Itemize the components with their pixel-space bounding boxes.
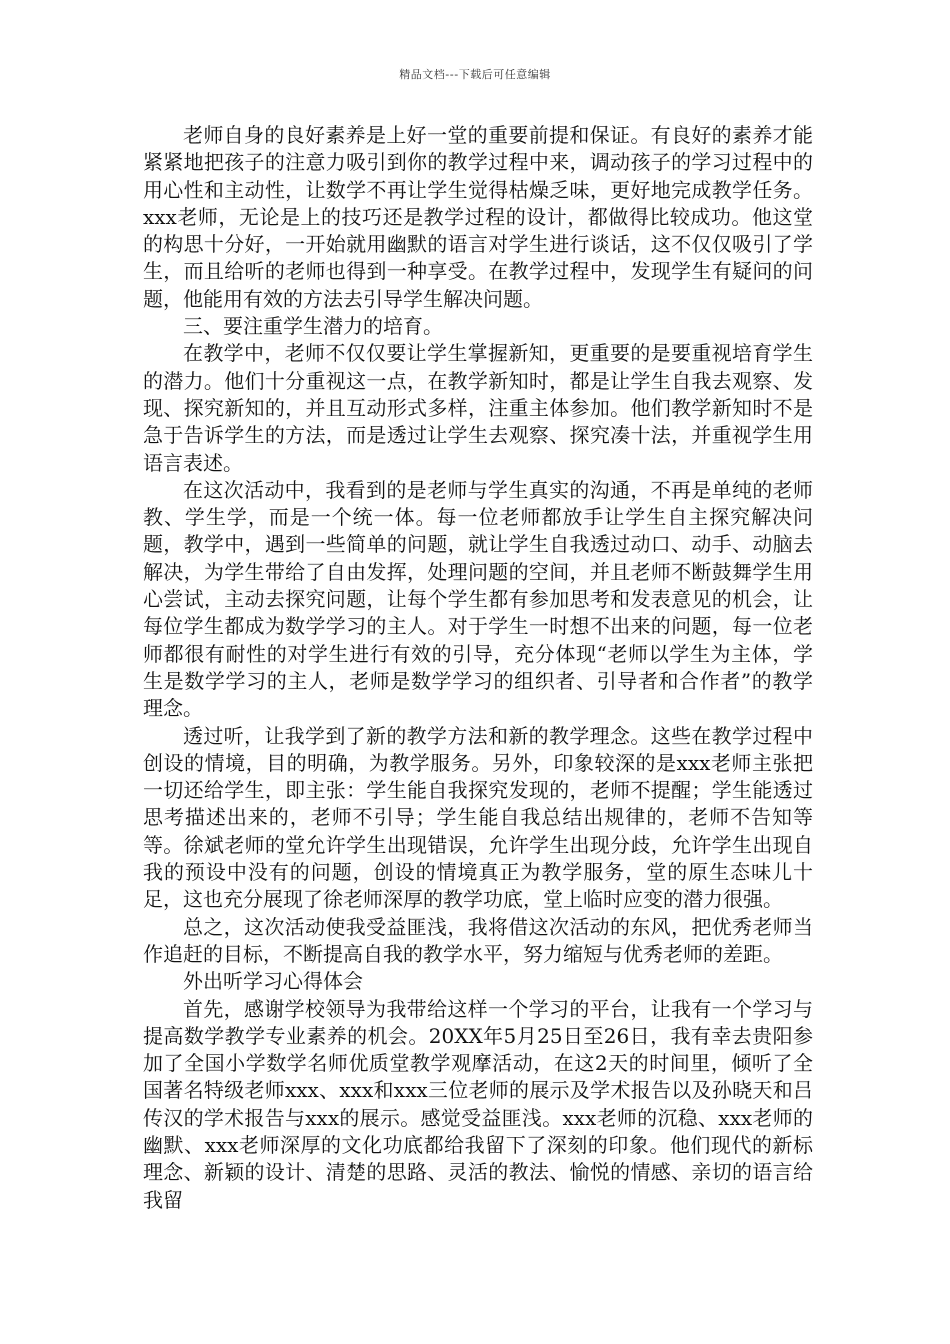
section-heading-ability: 三、要注重学生潜力的培育。: [183, 314, 443, 339]
page-header: 精品文档---下载后可任意编辑: [399, 68, 551, 81]
section-title-reflection: 外出听学习心得体会: [183, 969, 363, 994]
paragraph-conclusion: 总之，这次活动使我受益匪浅，我将借这次活动的东风，把优秀老师当作追赶的目标，不断提高自我的教学水平，努力缩短与优秀老师的差距。: [143, 914, 813, 966]
document-body: [143, 122, 813, 1214]
paragraph-cultivate-ability: 在教学中，老师不仅仅要让学生掌握新知，更重要的是要重视培育学生的潜力。他们十分重视这一点，在教学新知时，都是让学生自我去观察、发现、探究新知的，并且互动形式多样，注重主体参加。他们教学新知时不是急于告诉学生的方法，而是透过让学生去观察、探究凑十法，并重视学生用语言表述。: [143, 341, 813, 475]
paragraph-gratitude: 首先，感谢学校领导为我带给这样一个学习的平台，让我有一个学习与提高数学教学专业素养的机会。20XX年5月25日至26日，我有幸去贵阳参加了全国小学数学名师优质堂教学观摩活动，在这2天的时间里，倾听了全国著名特级老师xxx、xxx和xxx三位老师的展示及学术报告以及孙晓天和吕传汉的学术报告与xxx的展示。感觉受益匪浅。xxx老师的沉稳、xxx老师的幽默、xxx老师深厚的文化功底都给我留下了深刻的印象。他们现代的新标理念、新颖的设计、清楚的思路、灵活的教法、愉悦的情感、亲切的语言给我留: [143, 996, 813, 1212]
paragraph-new-methods: 透过听，让我学到了新的教学方法和新的教学理念。这些在教学过程中创设的情境，目的明确，为教学服务。另外，印象较深的是xxx老师主张把一切还给学生，即主张：学生能自我探究发现的，老师不提醒；学生能透过思考描述出来的，老师不引导；学生能自我总结出规律的，老师不告知等等。徐斌老师的堂允许学生出现错误，允许学生出现分歧，允许学生出现自我的预设中没有的问题，创设的情境真正为教学服务，堂的原生态味儿十足，这也充分展现了徐老师深厚的教学功底，堂上临时应变的潜力很强。: [143, 723, 813, 912]
paragraph-teacher-quality: 老师自身的良好素养是上好一堂的重要前提和保证。有良好的素养才能紧紧地把孩子的注意力吸引到你的教学过程中来，调动孩子的学习过程中的用心性和主动性，让数学不再让学生觉得枯燥乏味，更好地完成教学任务。xxx老师，无论是上的技巧还是教学过程的设计，都做得比较成功。他这堂的构思十分好，一开始就用幽默的语言对学生进行谈话，这不仅仅吸引了学生，而且给听的老师也得到一种享受。在教学过程中，发现学生有疑问的问题，他能用有效的方法去引导学生解决问题。: [143, 123, 813, 311]
paragraph-activity-communication: 在这次活动中，我看到的是老师与学生真实的沟通，不再是单纯的老师教、学生学，而是一个统一体。每一位老师都放手让学生自主探究解决问题，教学中，遇到一些简单的问题，就让学生自我透过动口、动手、动脑去解决，为学生带给了自由发挥，处理问题的空间，并且老师不断鼓舞学生用心尝试，主动去探究问题，让每个学生都有参加思考和发表意见的机会，让每位学生都成为数学学习的主人。对于学生一时想不出来的问题，每一位老师都很有耐性的对学生进行有效的引导，充分体现“老师以学生为主体，学生是数学学习的主人，老师是数学学习的组织者、引导者和合作者”的教学理念。: [143, 477, 813, 721]
